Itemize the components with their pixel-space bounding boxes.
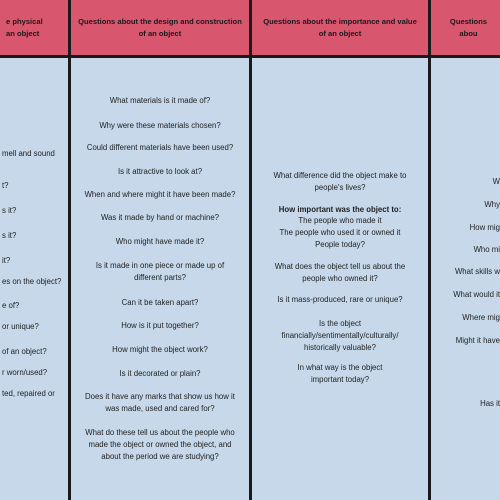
- question-item: s it?: [2, 206, 17, 215]
- question-item: Is it made in one piece or made up of different parts?: [95, 261, 225, 282]
- question-item: What difference did the object make to people's lives?: [273, 171, 407, 192]
- question-item: What skills w: [454, 267, 500, 276]
- column-header: [431, 0, 500, 55]
- column-physical: [0, 0, 68, 500]
- question-item: r worn/used?: [2, 368, 48, 377]
- question-item: Who mi: [473, 245, 500, 254]
- question-item: Could different materials have been used?: [86, 143, 234, 152]
- question-item: s it?: [2, 231, 17, 240]
- question-item: What materials is it made of?: [109, 96, 211, 105]
- column-design-construction: [71, 0, 249, 500]
- column-header: [0, 0, 68, 55]
- header-text: Questions abou: [449, 16, 488, 38]
- question-item: How mig: [469, 223, 500, 232]
- question-item: Is it attractive to look at?: [117, 167, 203, 176]
- question-item: e of?: [2, 301, 20, 310]
- question-item: Is it mass-produced, rare or unique?: [277, 295, 403, 304]
- column-body: [71, 58, 249, 500]
- question-item: it?: [2, 256, 11, 265]
- question-item: Is the object financially/sentimentally/culturally/ historically valuable?: [281, 319, 399, 352]
- question-item: Why: [484, 200, 500, 209]
- question-item: Can it be taken apart?: [121, 298, 199, 307]
- question-item: W: [492, 177, 500, 186]
- column-header: [71, 0, 249, 55]
- question-item: es on the object?: [2, 277, 62, 286]
- column-body: [431, 58, 500, 500]
- question-item: of an object?: [2, 347, 47, 356]
- column-body: [252, 58, 428, 500]
- question-item: ted, repaired or: [2, 389, 55, 398]
- question-item: Was it made by hand or machine?: [100, 213, 220, 222]
- column-header: [252, 0, 428, 55]
- header-text: Questions about the design and construction of an object: [78, 16, 242, 38]
- question-item: How important was the object to:: [278, 205, 402, 214]
- question-item: mell and sound: [2, 149, 55, 158]
- question-item: Why were these materials chosen?: [99, 121, 221, 130]
- question-item: Where mig: [462, 313, 500, 322]
- column-body: [0, 58, 68, 500]
- question-item: t?: [2, 181, 9, 190]
- column-importance-value: [252, 0, 428, 500]
- question-item: Is it decorated or plain?: [119, 369, 201, 378]
- question-item: How is it put together?: [121, 321, 199, 330]
- header-text: e physical an object: [6, 16, 43, 38]
- question-item: The people who made it The people who used it or owned it People today?: [279, 216, 401, 249]
- question-item: Does it have any marks that show us how it was made, used and cared for?: [85, 392, 235, 413]
- header-text: Questions about the importance and value of an object: [263, 16, 417, 38]
- question-item: When and where might it have been made?: [84, 190, 236, 199]
- question-item: Who might have made it?: [115, 237, 205, 246]
- question-item: What does the object tell us about the people who owned it?: [274, 262, 406, 283]
- question-item: Might it have: [455, 336, 500, 345]
- question-item: What would it: [453, 290, 500, 299]
- question-item: What do these tell us about the people who made the object or owned the object, and about the period we are studying?: [85, 428, 235, 461]
- question-item: In what way is the object important today?: [297, 363, 383, 384]
- question-item: or unique?: [2, 322, 39, 331]
- question-item: Has it: [480, 399, 500, 408]
- question-item: How might the object work?: [112, 345, 208, 354]
- column-partial: [431, 0, 500, 500]
